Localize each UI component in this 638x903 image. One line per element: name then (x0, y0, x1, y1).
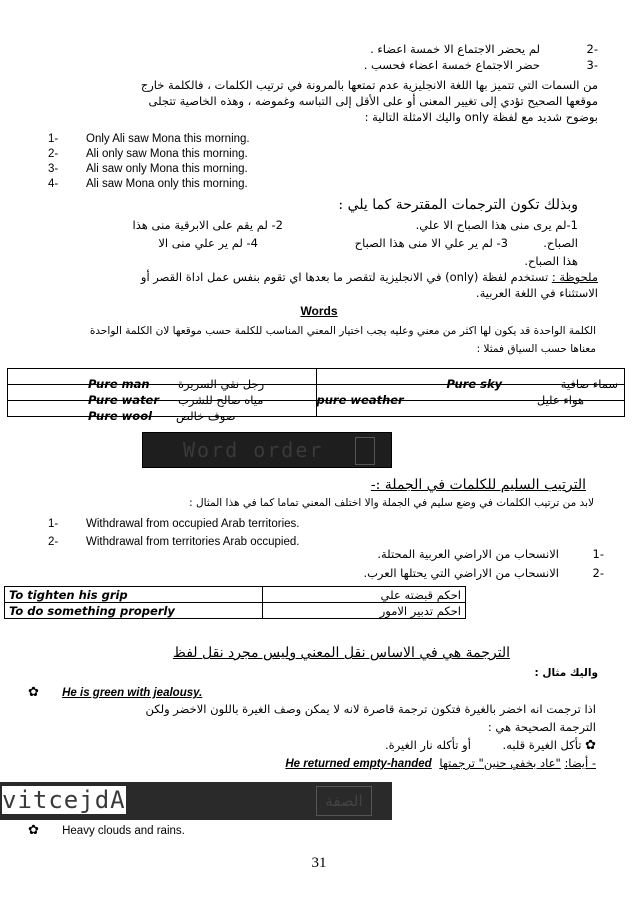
words-paragraph: معناها حسب السياق فمثلا : (476, 343, 596, 355)
paragraph-line: موقعها الصحيح تؤدي إلى تغيير المعنى أو على الأقل إلى التباسه وغموضه ، وهذه الخاصية تتجلى (148, 94, 598, 108)
translation-1: 1-لم يرى منى هذا الصباح الا علي. (415, 218, 578, 232)
example-sentence: He is green with jealousy. (62, 687, 203, 699)
english-phrase: To tighten his grip (5, 587, 263, 603)
note-label: ملحوظة : (551, 270, 598, 284)
example-number: 1- (48, 133, 59, 145)
example-text: Ali only saw Mona this morning. (86, 148, 248, 160)
also-arabic: "عاد بخفي حنين" ترجمتها (439, 756, 561, 770)
example-number: 4- (48, 178, 59, 190)
meaning-paragraph: اذا ترجمت انه اخضر بالغيرة فتكون ترجمة قاصرة لانه لا يمكن وصف الغيرة باللون الاخضر ولكن (145, 702, 596, 716)
arabic-phrase: احكم تدبير الامور (263, 603, 466, 619)
table-cell (8, 369, 317, 391)
arabic-sentence: الانسحاب من الاراضي العربية المحتلة. (377, 547, 559, 561)
translation-2-cont: الصباح. (543, 236, 578, 250)
arabic-sentence: الانسحاب من الاراضي التي يحتلها العرب. (363, 566, 559, 580)
translation-option: أو تأكله نار الغيرة. (385, 738, 471, 752)
example-text: Only Ali saw Mona this morning. (86, 133, 250, 145)
arabic-sentence: لم يحضر الاجتماع الا خمسة اعضاء . (370, 42, 540, 56)
english-phrase: Pure man (88, 376, 150, 391)
table-row (5, 603, 466, 619)
translation-option: تأكل الغيرة قلبه. (502, 738, 582, 752)
table-row (8, 369, 625, 385)
translation-2: 2- لم يقم على الابرقية منى هذا (132, 218, 283, 232)
translation-4: 4- لم ير علي منى الا (158, 236, 258, 250)
english-phrase: Pure sky (446, 376, 503, 391)
example-text: Ali saw Mona only this morning. (86, 178, 248, 190)
word-order-heading: الترتيب السليم للكلمات في الجملة :- (370, 477, 586, 493)
arabic-phrase: هواء عليل (536, 392, 584, 407)
note-text: تستخدم لفظة (only) في الانجليزية لتقصر ما بعدها اي تقوم بنفس عمل اداة القصر أو (140, 270, 549, 284)
table-cell (316, 369, 625, 391)
arabic-phrase: رجل نقي السريرة (178, 376, 265, 391)
also-label: - أيضا: (564, 756, 596, 770)
example-text: Ali saw only Mona this morning. (86, 163, 248, 175)
english-phrase: pure weather (316, 392, 404, 407)
note-text-cont: الاستثناء في اللغة العربية. (475, 286, 598, 300)
pure-table (7, 368, 625, 423)
table-cell (8, 385, 317, 407)
english-phrase: Pure water (88, 392, 160, 407)
table-row (5, 587, 466, 603)
paragraph-line: من السمات التي تتميز بها اللغة الانجليزية عدم تمتعها بالمرونة في ترتيب الكلمات ، فالكلمة خارج (140, 78, 598, 92)
table-row (8, 385, 625, 401)
banner-right-box: الصفة (316, 786, 372, 816)
item-number: -1 (592, 547, 604, 561)
words-title: Words (300, 304, 338, 318)
arabic-phrase: احكم قبضته علي (263, 587, 466, 603)
example-number: 2- (48, 536, 59, 548)
arabic-phrase: سماء صافية (560, 376, 618, 391)
word-order-intro: لابد من ترتيب الكلمات في وضع سليم في الجملة والا اختلف المعني تماما كما في هذا المثال : (189, 497, 594, 509)
word-order-examples (48, 517, 300, 553)
arabic-sentence: حضر الاجتماع خمسة اعضاء فحسب . (363, 58, 540, 72)
grip-table (4, 586, 466, 619)
banner-text: Word order (183, 438, 324, 462)
word-order-banner (142, 432, 392, 468)
words-paragraph: الكلمة الواحدة قد يكون لها اكثر من معني وعليه يجب اختيار المعني المناسب للكلمة حسب موقعها لان الكلمة الواحدة (89, 325, 596, 337)
meaning-heading: الترجمة هي في الاساس نقل المعني وليس مجرد نقل لفظ (172, 645, 510, 661)
example-sentence: Heavy clouds and rains. (62, 825, 185, 837)
table-cell (8, 401, 317, 423)
flower-bullet-icon: ✿ (28, 822, 39, 837)
item-number: -3 (586, 58, 598, 72)
english-phrase: To do something properly (5, 603, 263, 619)
only-example-list (48, 132, 250, 192)
translation-3: 3- لم ير علي الا منى هذا الصباح (354, 236, 508, 250)
example-number: 2- (48, 148, 59, 160)
translation-4-cont: هذا الصباح. (524, 254, 578, 268)
flower-bullet-icon: ✿ (28, 684, 39, 699)
example-label: واليك مثال : (534, 667, 598, 679)
example-number: 1- (48, 518, 59, 530)
also-english: He returned empty-handed (285, 758, 432, 770)
adjective-banner (0, 782, 392, 820)
page-number: 31 (311, 855, 327, 871)
banner-inner-box (355, 437, 375, 465)
banner-left-text: vitcejdA (2, 786, 126, 814)
meaning-paragraph: الترجمة الصحيحة هي : (487, 720, 596, 734)
flower-bullet-icon: ✿ (585, 738, 596, 753)
english-phrase: Pure wool (88, 408, 153, 423)
paragraph-line: بوضوح شديد مع لفظة only واليك الامثلة التالية : (364, 110, 598, 124)
translations-heading: وبذلك تكون الترجمات المقترحة كما يلي : (338, 197, 578, 213)
table-cell (316, 385, 625, 407)
example-text: Withdrawal from territories Arab occupied. (86, 536, 300, 548)
item-number: -2 (592, 566, 604, 580)
item-number: -2 (586, 42, 598, 56)
arabic-phrase: صوف خالص (176, 408, 236, 423)
arabic-phrase: مياه صالح للشرب (178, 392, 264, 407)
example-text: Withdrawal from occupied Arab territories. (86, 518, 300, 530)
example-number: 3- (48, 163, 59, 175)
